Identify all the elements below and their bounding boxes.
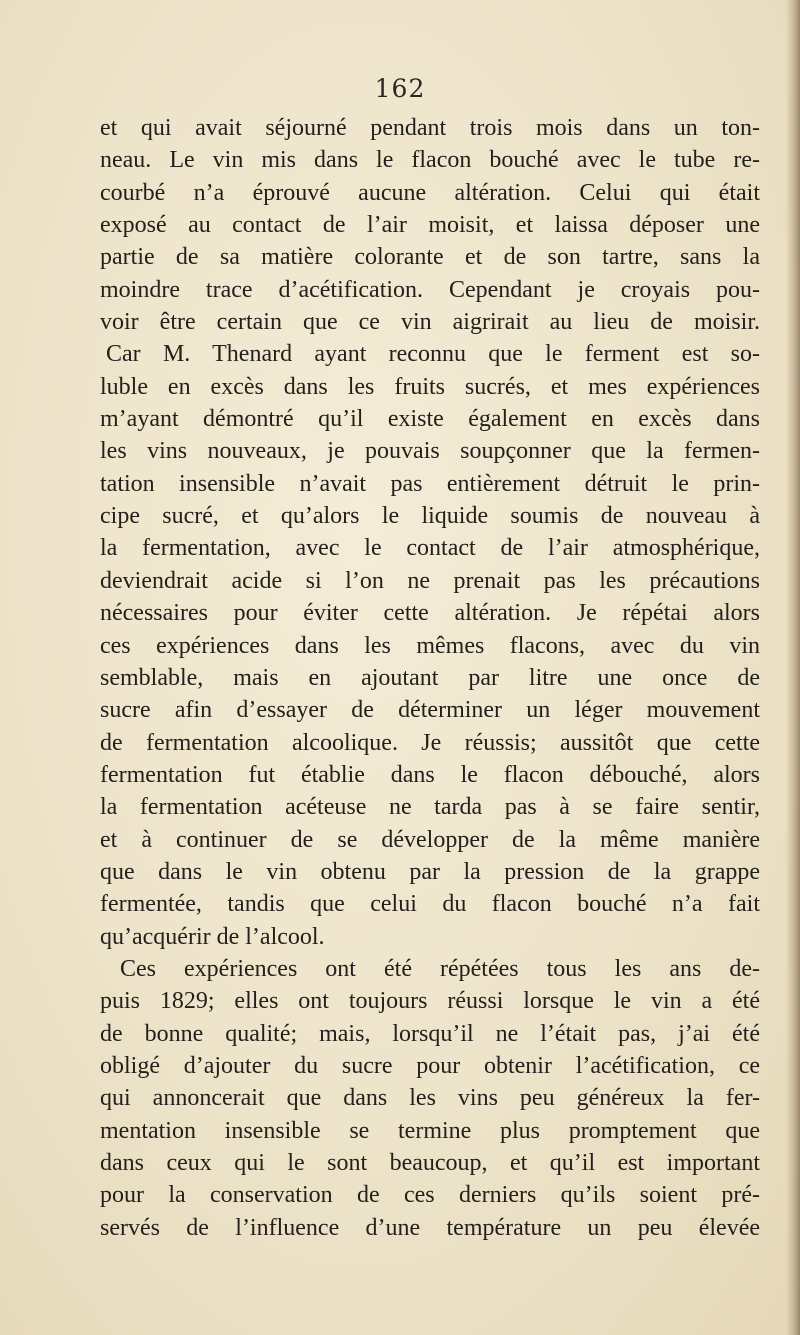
text-line: nécessaires pour éviter cette altération. Je répétai alors [100,600,760,627]
text-line: et qui avait séjourné pendant trois mois dans un ton- [100,115,760,141]
text-line: puis 1829; elles ont toujours réussi lorsque le vin a été [100,988,760,1015]
text-line: semblable, mais en ajoutant par litre une once de [100,664,760,691]
text-line: fermentation fut établie dans le flacon débouché, alors [100,761,760,788]
page-number: 162 [374,74,426,103]
paragraph-end-line: qu’acquérir de l’alcool. [100,923,325,950]
text-line: fermentée, tandis que celui du flacon bouché n’a fait [100,891,760,918]
text-line: sucre afin d’essayer de déterminer un léger mouvement [100,697,760,724]
text-line: partie de sa matière colorante et de son tartre, sans la [100,244,760,271]
body-text [100,112,760,1244]
text-line: neau. Le vin mis dans le flacon bouché avec le tube re- [100,147,760,174]
text-line: servés de l’influence d’une température un peu élevée [100,1214,760,1241]
text-line: courbé n’a éprouvé aucune altération. Celui qui était [100,179,760,206]
page-edge-shadow [786,0,800,1335]
text-line: pour la conservation de ces derniers qu’ils soient pré- [100,1182,760,1209]
text-line: moindre trace d’acétification. Cependant je croyais pou- [100,276,760,303]
text-line: luble en excès dans les fruits sucrés, et mes expériences [100,373,760,400]
text-line: voir être certain que ce vin aigrirait au lieu de moisir. [100,309,760,336]
paragraph-start-line: Ces expériences ont été répétées tous les ans de- [120,955,760,982]
text-line: tation insensible n’avait pas entièrement détruit le prin- [100,470,760,497]
text-line: de bonne qualité; mais, lorsqu’il ne l’était pas, j’ai été [100,1020,760,1047]
text-line: de fermentation alcoolique. Je réussis; aussitôt que cette [100,729,760,756]
text-line: la fermentation, avec le contact de l’air atmosphérique, [100,535,760,562]
text-line: exposé au contact de l’air moisit, et laissa déposer une [100,212,760,239]
text-line: deviendrait acide si l’on ne prenait pas les précautions [100,567,760,594]
text-line: mentation insensible se termine plus promptement que [100,1117,760,1144]
text-line: et à continuer de se développer de la même manière [100,826,760,853]
text-line: ces expériences dans les mêmes flacons, avec du vin [100,632,760,659]
text-line: m’ayant démontré qu’il existe également en excès dans [100,406,760,433]
text-line: les vins nouveaux, je pouvais soupçonner que la fermen- [100,438,760,465]
text-line: que dans le vin obtenu par la pression de la grappe [100,858,760,885]
text-line: la fermentation acéteuse ne tarda pas à se faire sentir, [100,794,760,821]
text-line: qui annoncerait que dans les vins peu généreux la fer- [100,1085,760,1112]
text-line: cipe sucré, et qu’alors le liquide soumis de nouveau à [100,503,760,530]
text-line: obligé d’ajouter du sucre pour obtenir l’acétification, ce [100,1052,760,1079]
text-line: dans ceux qui le sont beaucoup, et qu’il est important [100,1150,760,1176]
text-line: Car M. Thenard ayant reconnu que le ferment est so- [106,341,760,368]
